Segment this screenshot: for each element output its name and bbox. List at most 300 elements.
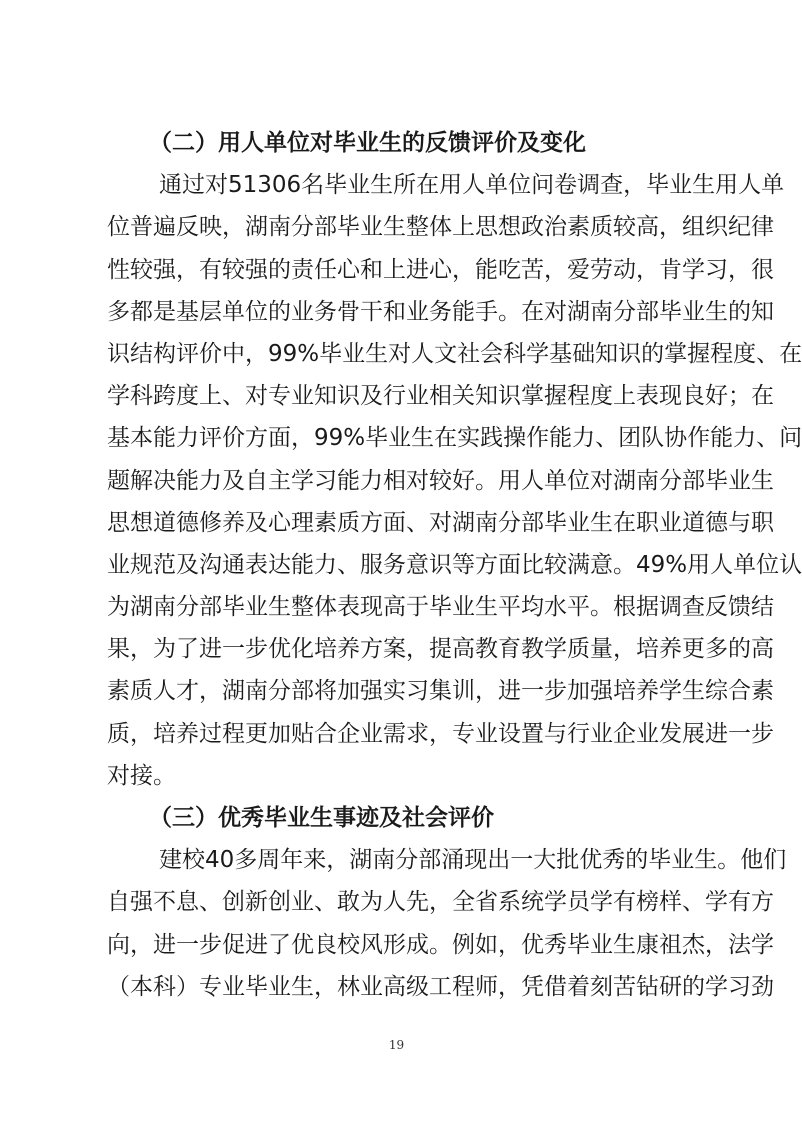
text-glyph: 人 xyxy=(411,340,435,367)
text-glyph: 度 xyxy=(176,383,199,410)
text-glyph: 毕 xyxy=(365,425,389,452)
text-glyph: 及 xyxy=(222,467,245,494)
text-glyph: 果 xyxy=(107,636,130,663)
text-glyph: 决 xyxy=(153,467,176,494)
text-glyph: 更 xyxy=(245,720,268,747)
text-glyph: 自 xyxy=(107,889,130,916)
text-glyph: 理 xyxy=(291,509,314,536)
text-glyph: 业 xyxy=(659,509,682,536)
text-glyph: 。 xyxy=(153,762,176,789)
text-glyph: 他 xyxy=(740,847,764,874)
text-glyph: 团 xyxy=(618,425,642,452)
text-glyph: 苦 xyxy=(521,256,544,283)
text-glyph: 湖 xyxy=(245,214,268,241)
text-glyph: 一 xyxy=(176,931,199,958)
text-glyph: 素 xyxy=(314,509,337,536)
text-glyph: 对 xyxy=(429,509,452,536)
text-glyph: 和 xyxy=(383,298,406,325)
text-glyph: ； xyxy=(728,383,751,410)
text-glyph: 及 xyxy=(360,383,383,410)
text-glyph: 想 xyxy=(130,509,153,536)
text-glyph: 企 xyxy=(337,720,360,747)
text-glyph: 部 xyxy=(521,509,544,536)
text-glyph: 习 xyxy=(705,256,728,283)
text-glyph: 映 xyxy=(199,214,222,241)
text-glyph: 较 xyxy=(130,256,153,283)
text-glyph: 南 xyxy=(636,467,659,494)
text-glyph: 职 xyxy=(636,509,659,536)
text-glyph: 在 xyxy=(434,425,458,452)
text-glyph: 业 xyxy=(268,973,291,1000)
text-glyph: 意 xyxy=(590,551,613,578)
text-glyph: 构 xyxy=(153,340,176,367)
text-glyph: 知 xyxy=(475,383,498,410)
text-glyph: 程 xyxy=(710,340,734,367)
text-glyph: 意 xyxy=(406,551,429,578)
text-glyph: 协 xyxy=(664,425,688,452)
paragraph-line xyxy=(107,966,774,1008)
text-glyph: 学 xyxy=(659,678,682,705)
text-glyph: 分 xyxy=(268,678,291,705)
text-glyph: 对 xyxy=(107,762,130,789)
text-glyph: 毕 xyxy=(245,973,268,1000)
text-glyph: 识 xyxy=(337,383,360,410)
text-glyph: （ xyxy=(107,973,130,1000)
paragraph-line xyxy=(107,460,774,502)
text-glyph: 质 xyxy=(107,720,130,747)
text-glyph: 业 xyxy=(360,720,383,747)
text-glyph: 部 xyxy=(636,298,659,325)
text-glyph: 生 xyxy=(613,931,636,958)
text-glyph: 务 xyxy=(314,298,337,325)
text-glyph: 较 xyxy=(222,256,245,283)
text-glyph: 、 xyxy=(406,509,429,536)
text-glyph: 40 xyxy=(205,847,235,874)
text-glyph: 名 xyxy=(301,172,325,199)
text-glyph: ， xyxy=(452,256,475,283)
text-glyph: 康 xyxy=(636,931,659,958)
text-glyph: 、 xyxy=(682,889,705,916)
text-glyph: 程 xyxy=(452,973,475,1000)
paragraph-line xyxy=(107,249,774,291)
text-glyph: 自 xyxy=(245,467,268,494)
paragraph-line xyxy=(107,544,802,586)
text-glyph: 职 xyxy=(751,509,774,536)
text-glyph: 高 xyxy=(751,636,774,663)
text-glyph: 任 xyxy=(314,256,337,283)
text-glyph: 生 xyxy=(692,172,716,199)
text-glyph: 织 xyxy=(705,214,728,241)
text-glyph: 沟 xyxy=(199,551,222,578)
text-glyph: 湖 xyxy=(130,594,153,621)
text-glyph: 加 xyxy=(268,720,291,747)
text-glyph: 现 xyxy=(464,847,488,874)
text-glyph: 风 xyxy=(360,931,383,958)
text-glyph: 毕 xyxy=(324,172,348,199)
text-glyph: 业 xyxy=(567,509,590,536)
text-glyph: ， xyxy=(291,425,314,452)
text-glyph: 知 xyxy=(314,383,337,410)
text-glyph: 分 xyxy=(395,847,419,874)
paragraph-line xyxy=(107,333,802,375)
text-glyph: 业 xyxy=(347,172,371,199)
text-glyph: 湖 xyxy=(452,509,475,536)
text-glyph: 习 xyxy=(728,973,751,1000)
text-glyph: 查 xyxy=(600,172,624,199)
text-glyph: 整 xyxy=(406,214,429,241)
text-glyph: 干 xyxy=(360,298,383,325)
text-glyph: 专 xyxy=(199,973,222,1000)
text-glyph: 及 xyxy=(176,551,199,578)
text-glyph: 科 xyxy=(153,973,176,1000)
text-glyph: 的 xyxy=(682,973,705,1000)
text-glyph: 学 xyxy=(705,973,728,1000)
text-glyph: 毕 xyxy=(337,214,360,241)
text-glyph: ， xyxy=(498,973,521,1000)
text-glyph: 人 xyxy=(738,172,762,199)
text-glyph: 一 xyxy=(222,636,245,663)
text-glyph: 年 xyxy=(280,847,304,874)
text-glyph: ， xyxy=(544,256,567,283)
text-glyph: 爱 xyxy=(567,256,590,283)
text-glyph: 单 xyxy=(485,172,509,199)
text-glyph: 。 xyxy=(717,847,741,874)
text-glyph: 生 xyxy=(475,594,498,621)
text-glyph: 创 xyxy=(222,889,245,916)
text-glyph: 上 xyxy=(613,383,636,410)
text-glyph: 有 xyxy=(728,889,751,916)
text-glyph: 系 xyxy=(498,889,521,916)
text-glyph: 湖 xyxy=(613,467,636,494)
text-glyph: 结 xyxy=(751,594,774,621)
text-glyph: 、 xyxy=(199,889,222,916)
text-glyph: 化 xyxy=(291,636,314,663)
text-glyph: 加 xyxy=(337,678,360,705)
text-glyph: 跨 xyxy=(153,383,176,410)
text-glyph: 分 xyxy=(291,214,314,241)
text-glyph: 大 xyxy=(533,847,557,874)
text-glyph: 为 xyxy=(153,636,176,663)
text-glyph: 水 xyxy=(544,594,567,621)
text-glyph: 律 xyxy=(751,214,774,241)
text-glyph: 有 xyxy=(613,889,636,916)
text-glyph: 队 xyxy=(641,425,665,452)
text-glyph: 能 xyxy=(176,467,199,494)
text-glyph: 德 xyxy=(705,509,728,536)
text-glyph: 学 xyxy=(682,256,705,283)
text-glyph: 位 xyxy=(107,214,130,241)
text-glyph: 用 xyxy=(715,172,739,199)
text-glyph: 作 xyxy=(687,425,711,452)
text-glyph: 多 xyxy=(705,636,728,663)
text-glyph: 识 xyxy=(498,383,521,410)
text-glyph: 位 xyxy=(245,298,268,325)
text-glyph: 在 xyxy=(613,509,636,536)
text-glyph: 。 xyxy=(429,931,452,958)
text-glyph: ， xyxy=(728,256,751,283)
text-glyph: ， xyxy=(245,340,268,367)
text-glyph: 质 xyxy=(130,678,153,705)
text-glyph: ， xyxy=(429,889,452,916)
text-glyph: 们 xyxy=(763,847,787,874)
text-glyph: 卷 xyxy=(554,172,578,199)
text-glyph: 教 xyxy=(521,636,544,663)
text-glyph: 方 xyxy=(360,636,383,663)
text-glyph: 面 xyxy=(268,425,291,452)
text-glyph: 单 xyxy=(544,467,567,494)
text-glyph: 创 xyxy=(268,889,291,916)
text-glyph: 政 xyxy=(521,214,544,241)
text-glyph: 生 xyxy=(705,298,728,325)
text-glyph: 来 xyxy=(303,847,327,874)
text-glyph: 分 xyxy=(659,467,682,494)
text-glyph: 道 xyxy=(153,509,176,536)
paragraph-line xyxy=(107,417,802,459)
text-glyph: ， xyxy=(326,847,350,874)
text-glyph: 学 xyxy=(544,889,567,916)
text-glyph: 借 xyxy=(544,973,567,1000)
text-glyph: ， xyxy=(475,678,498,705)
text-glyph: 的 xyxy=(728,636,751,663)
text-glyph: 过 xyxy=(182,172,205,199)
text-glyph: 榜 xyxy=(636,889,659,916)
text-glyph: 的 xyxy=(641,340,665,367)
text-glyph: 动 xyxy=(613,256,636,283)
text-glyph: 素 xyxy=(107,678,130,705)
text-glyph: 过 xyxy=(199,720,222,747)
text-glyph: 、 xyxy=(314,889,337,916)
text-glyph: 生 xyxy=(383,214,406,241)
text-glyph: 调 xyxy=(577,172,601,199)
text-glyph: 握 xyxy=(544,383,567,410)
text-glyph: 性 xyxy=(107,256,130,283)
text-glyph: 价 xyxy=(222,425,245,452)
text-glyph: 业 xyxy=(636,720,659,747)
text-glyph: 查 xyxy=(682,594,705,621)
text-glyph: 和 xyxy=(360,256,383,283)
text-glyph: 生 xyxy=(370,172,394,199)
text-glyph: 业 xyxy=(342,340,366,367)
text-glyph: 知 xyxy=(751,298,774,325)
text-glyph: 业 xyxy=(388,425,412,452)
text-glyph: 养 xyxy=(176,720,199,747)
text-glyph: 强 xyxy=(130,889,153,916)
text-glyph: 为 xyxy=(360,889,383,916)
text-glyph: 出 xyxy=(487,847,511,874)
text-glyph: 业 xyxy=(682,298,705,325)
text-glyph: 贴 xyxy=(291,720,314,747)
text-glyph: 上 xyxy=(383,256,406,283)
text-glyph: 业 xyxy=(291,298,314,325)
text-glyph: 湖 xyxy=(222,678,245,705)
text-glyph: 毕 xyxy=(659,298,682,325)
text-glyph: 展 xyxy=(682,720,705,747)
text-glyph: 如 xyxy=(475,931,498,958)
text-glyph: 毕 xyxy=(648,847,672,874)
text-glyph: 法 xyxy=(728,931,751,958)
text-glyph: 优 xyxy=(268,636,291,663)
text-glyph: 范 xyxy=(153,551,176,578)
text-glyph: 刻 xyxy=(590,973,613,1000)
text-glyph: 及 xyxy=(245,509,268,536)
text-glyph: 科 xyxy=(130,383,153,410)
text-glyph: 治 xyxy=(544,214,567,241)
text-glyph: 、 xyxy=(595,425,619,452)
text-glyph: 涌 xyxy=(441,847,465,874)
text-glyph: 毕 xyxy=(222,594,245,621)
text-glyph: ， xyxy=(130,931,153,958)
text-glyph: 达 xyxy=(268,551,291,578)
text-glyph: 毕 xyxy=(567,931,590,958)
text-glyph: 专 xyxy=(452,720,475,747)
text-glyph: 全 xyxy=(452,889,475,916)
text-glyph: 分 xyxy=(613,298,636,325)
text-glyph: 生 xyxy=(590,509,613,536)
text-glyph: 用 xyxy=(439,172,463,199)
text-glyph: 对 xyxy=(406,467,429,494)
text-glyph: 业 xyxy=(360,214,383,241)
paragraph-line xyxy=(107,839,787,881)
text-glyph: 接 xyxy=(130,762,153,789)
text-glyph: 践 xyxy=(480,425,504,452)
text-glyph: 部 xyxy=(199,594,222,621)
text-glyph: 基 xyxy=(549,340,573,367)
text-glyph: 毕 xyxy=(705,467,728,494)
text-glyph: 力 xyxy=(314,551,337,578)
text-glyph: 遍 xyxy=(153,214,176,241)
text-glyph: 例 xyxy=(452,931,475,958)
text-glyph: 杰 xyxy=(682,931,705,958)
paragraph-outstanding-graduates xyxy=(107,839,787,1008)
text-glyph: 习 xyxy=(314,467,337,494)
text-glyph: 实 xyxy=(383,678,406,705)
text-glyph: 中 xyxy=(222,340,245,367)
text-glyph: 钻 xyxy=(636,973,659,1000)
text-glyph: 人 xyxy=(383,889,406,916)
text-glyph: 服 xyxy=(360,551,383,578)
text-glyph: 部 xyxy=(682,467,705,494)
text-glyph: 部 xyxy=(314,214,337,241)
text-glyph: 平 xyxy=(498,594,521,621)
text-glyph: 湖 xyxy=(349,847,373,874)
text-glyph: 学 xyxy=(705,889,728,916)
text-glyph: 高 xyxy=(383,973,406,1000)
text-glyph: 量 xyxy=(590,636,613,663)
paragraph-line xyxy=(107,586,774,628)
text-glyph: 作 xyxy=(526,425,550,452)
text-glyph: 强 xyxy=(153,256,176,283)
text-glyph: 等 xyxy=(452,551,475,578)
text-glyph: 解 xyxy=(130,467,153,494)
text-glyph: 用 xyxy=(498,467,521,494)
text-glyph: 满 xyxy=(567,551,590,578)
text-glyph: 基 xyxy=(176,298,199,325)
text-glyph: 较 xyxy=(544,551,567,578)
text-glyph: ， xyxy=(636,256,659,283)
text-glyph: 、 xyxy=(756,340,780,367)
text-glyph: 人 xyxy=(462,172,486,199)
text-glyph: 的 xyxy=(625,847,649,874)
text-glyph: 案 xyxy=(383,636,406,663)
text-glyph: 业 xyxy=(245,594,268,621)
section-heading-outstanding-graduates: （三）优秀毕业生事迹及社会评价 xyxy=(149,805,494,831)
text-glyph: 。 xyxy=(498,298,521,325)
text-glyph: 质 xyxy=(567,636,590,663)
paragraph-line xyxy=(107,755,687,797)
text-glyph: 息 xyxy=(176,889,199,916)
text-glyph: 位 xyxy=(508,172,532,199)
text-glyph: 、 xyxy=(337,551,360,578)
paragraph-line xyxy=(107,375,774,417)
paragraph-line xyxy=(107,164,785,206)
text-glyph: 一 xyxy=(510,847,534,874)
text-glyph: ， xyxy=(406,636,429,663)
text-glyph: 纪 xyxy=(728,214,751,241)
text-glyph: 部 xyxy=(291,678,314,705)
text-glyph: 。 xyxy=(613,551,636,578)
text-glyph: 养 xyxy=(636,678,659,705)
text-glyph: 与 xyxy=(544,720,567,747)
text-glyph: 方 xyxy=(360,509,383,536)
text-glyph: 础 xyxy=(572,340,596,367)
text-glyph: 方 xyxy=(245,425,268,452)
text-glyph: 部 xyxy=(418,847,442,874)
text-glyph: 业 xyxy=(671,847,695,874)
text-glyph: 培 xyxy=(636,636,659,663)
text-glyph: 99% xyxy=(268,340,320,367)
text-glyph: 周 xyxy=(257,847,281,874)
text-glyph: 行 xyxy=(567,720,590,747)
text-glyph: 会 xyxy=(480,340,504,367)
text-glyph: 专 xyxy=(268,383,291,410)
text-glyph: 成 xyxy=(406,931,429,958)
text-glyph: 力 xyxy=(199,467,222,494)
text-glyph: 生 xyxy=(682,678,705,705)
text-glyph: 单 xyxy=(733,551,757,578)
text-glyph: 调 xyxy=(659,594,682,621)
text-glyph: 业 xyxy=(107,551,130,578)
text-glyph: 业 xyxy=(291,889,314,916)
text-glyph: 相 xyxy=(383,467,406,494)
text-glyph: 校 xyxy=(182,847,205,874)
text-glyph: 业 xyxy=(590,720,613,747)
text-glyph: 反 xyxy=(176,214,199,241)
text-glyph: 提 xyxy=(429,636,452,663)
text-glyph: 校 xyxy=(337,931,360,958)
text-glyph: 劲 xyxy=(751,973,774,1000)
text-glyph: 习 xyxy=(406,678,429,705)
text-glyph: ） xyxy=(176,973,199,1000)
text-glyph: 对 xyxy=(245,383,268,410)
text-glyph: 分 xyxy=(498,509,521,536)
text-glyph: 思 xyxy=(107,509,130,536)
text-glyph: 高 xyxy=(383,594,406,621)
text-glyph: 能 xyxy=(710,425,734,452)
paragraph-line xyxy=(107,881,774,923)
text-glyph: 企 xyxy=(613,720,636,747)
text-glyph: 学 xyxy=(544,636,567,663)
text-glyph: 肯 xyxy=(659,256,682,283)
text-glyph: 良 xyxy=(314,931,337,958)
text-glyph: 是 xyxy=(153,298,176,325)
paragraph-line xyxy=(107,206,774,248)
text-glyph: 主 xyxy=(268,467,291,494)
text-glyph: 手 xyxy=(475,298,498,325)
text-glyph: 反 xyxy=(705,594,728,621)
text-glyph: ， xyxy=(130,636,153,663)
text-glyph: 多 xyxy=(234,847,258,874)
text-glyph: 掌 xyxy=(664,340,688,367)
